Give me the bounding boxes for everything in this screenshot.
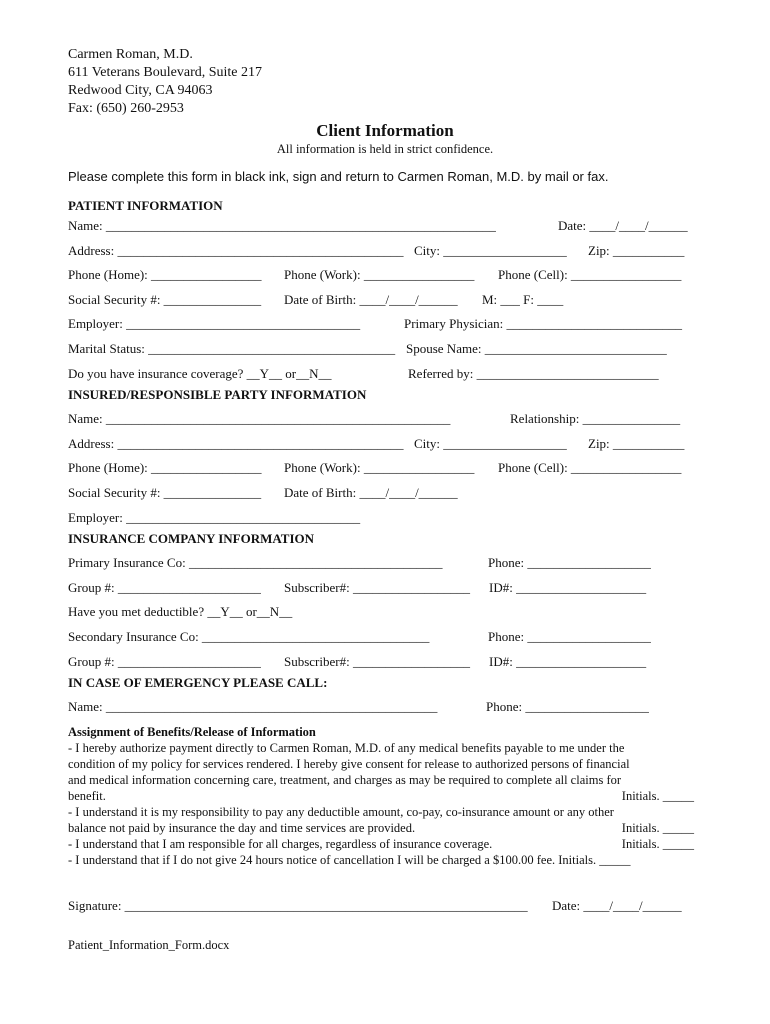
insured-phone-work-field[interactable]: Phone (Work): _________________: [284, 460, 475, 476]
primary-group-field[interactable]: Group #: ______________________: [68, 579, 261, 595]
insured-ssn-field[interactable]: Social Security #: _______________: [68, 484, 262, 500]
insurance-section-heading: INSURANCE COMPANY INFORMATION: [68, 531, 315, 547]
doctor-name: Carmen Roman, M.D.: [68, 47, 193, 62]
patient-address-field[interactable]: Address: ____________________________________________: [68, 242, 404, 258]
assignment-text-line: [68, 788, 708, 804]
referred-by-field[interactable]: Referred by: ____________________________: [408, 365, 659, 381]
initials-field-1[interactable]: Initials. _____: [621, 788, 694, 803]
deductible-row: [68, 600, 708, 625]
deductible-question[interactable]: Have you met deductible? __Y__ or__N__: [68, 604, 293, 620]
signature-row: [68, 898, 708, 914]
primary-subscriber-field[interactable]: Subscriber#: __________________: [284, 579, 470, 595]
patient-physician-field[interactable]: Primary Physician: ___________________________: [404, 316, 683, 332]
emergency-name-field[interactable]: Name: ___________________________________________________: [68, 699, 438, 715]
client-information-form: [68, 46, 708, 953]
assignment-text-line: [68, 820, 708, 836]
form-title: Client Information: [316, 121, 454, 140]
city-state-zip: Redwood City, CA 94063: [68, 83, 213, 98]
insured-phone-cell-field[interactable]: Phone (Cell): _________________: [498, 460, 682, 476]
secondary-subscriber-field[interactable]: Subscriber#: __________________: [284, 653, 470, 669]
signature-date-field[interactable]: Date: ____/____/______: [552, 897, 682, 913]
primary-group-row: [68, 576, 708, 601]
patient-phone-work-field[interactable]: Phone (Work): _________________: [284, 267, 475, 283]
initials-field-3[interactable]: Initials. _____: [621, 836, 694, 851]
secondary-id-field[interactable]: ID#: ____________________: [489, 653, 647, 669]
assignment-text-line: - I understand it is my responsibility to pay any deductible amount, co-pay, co-insurance amount or any other: [68, 804, 614, 819]
assignment-text-line: and medical information concerning care, treatment, and charges as may be required to complete all claims for: [68, 772, 622, 787]
secondary-insurance-phone-field[interactable]: Phone: ___________________: [488, 628, 651, 644]
signature-field[interactable]: Signature: ______________________________________________________________: [68, 897, 528, 913]
patient-phone-row: [68, 263, 708, 288]
patient-phone-home-field[interactable]: Phone (Home): _________________: [68, 267, 262, 283]
assignment-text-line: condition of my policy for services rendered. I hereby give consent for release to authorized persons of financial: [68, 756, 630, 771]
emergency-contact-row: [68, 695, 708, 720]
patient-ssn-row: [68, 288, 708, 313]
emergency-phone-field[interactable]: Phone: ___________________: [486, 699, 649, 715]
primary-insurance-field[interactable]: Primary Insurance Co: _______________________________________: [68, 555, 443, 571]
patient-name-row: [68, 214, 708, 239]
insured-ssn-row: [68, 481, 708, 506]
patient-ssn-field[interactable]: Social Security #: _______________: [68, 291, 262, 307]
assignment-text-line: - I hereby authorize payment directly to Carmen Roman, M.D. of any medical benefits payable to me under the: [68, 740, 625, 755]
form-subtitle: All information is held in strict confidence.: [276, 142, 494, 156]
patient-marital-field[interactable]: Marital Status: ______________________________________: [68, 340, 396, 356]
instructions: Please complete this form in black ink, sign and return to Carmen Roman, M.D. by mail or fax.: [68, 169, 609, 184]
primary-insurance-phone-field[interactable]: Phone: ___________________: [488, 555, 651, 571]
patient-spouse-field[interactable]: Spouse Name: ____________________________: [406, 340, 667, 356]
patient-employer-field[interactable]: Employer: ____________________________________: [68, 316, 361, 332]
patient-marital-row: [68, 337, 708, 362]
insured-zip-field[interactable]: Zip: ___________: [588, 435, 685, 451]
insured-address-row: [68, 432, 708, 457]
insurance-coverage-question[interactable]: Do you have insurance coverage? __Y__ or__N__: [68, 365, 332, 381]
insured-section-heading: INSURED/RESPONSIBLE PARTY INFORMATION: [68, 387, 367, 403]
street-address: 611 Veterans Boulevard, Suite 217: [68, 65, 263, 80]
patient-zip-field[interactable]: Zip: ___________: [588, 242, 685, 258]
insured-phone-home-field[interactable]: Phone (Home): _________________: [68, 460, 262, 476]
secondary-group-field[interactable]: Group #: ______________________: [68, 653, 261, 669]
footer-filename: Patient_Information_Form.docx: [68, 937, 230, 952]
assignment-text-fragment: balance not paid by insurance the day and time services are provided.: [68, 820, 416, 835]
insured-dob-field[interactable]: Date of Birth: ____/____/______: [284, 484, 458, 500]
assignment-heading: Assignment of Benefits/Release of Information: [68, 724, 316, 739]
primary-id-field[interactable]: ID#: ____________________: [489, 579, 647, 595]
fax-number: Fax: (650) 260-2953: [68, 101, 184, 116]
patient-date-field[interactable]: Date: ____/____/______: [558, 218, 688, 233]
patient-phone-cell-field[interactable]: Phone (Cell): _________________: [498, 267, 682, 283]
patient-dob-field[interactable]: Date of Birth: ____/____/______: [284, 291, 458, 307]
insured-employer-field[interactable]: Employer: ____________________________________: [68, 509, 361, 525]
assignment-text-line: [68, 836, 708, 852]
patient-employer-row: [68, 312, 708, 337]
initials-field-2[interactable]: Initials. _____: [621, 820, 694, 835]
insured-name-row: [68, 407, 708, 432]
secondary-insurance-field[interactable]: Secondary Insurance Co: ___________________________________: [68, 628, 430, 644]
insured-relationship-field[interactable]: Relationship: _______________: [510, 411, 681, 427]
emergency-section-heading: IN CASE OF EMERGENCY PLEASE CALL:: [68, 675, 328, 691]
insured-employer-row: [68, 506, 708, 531]
assignment-text-fragment: benefit.: [68, 788, 106, 803]
insured-phone-row: [68, 456, 708, 481]
insured-address-field[interactable]: Address: ____________________________________________: [68, 435, 404, 451]
patient-insurance-row: [68, 362, 708, 387]
assignment-text-fragment: - I understand that I am responsible for all charges, regardless of insurance coverage.: [68, 836, 493, 851]
assignment-text-line[interactable]: - I understand that if I do not give 24 hours notice of cancellation I will be charged a $100.00 fee. Initials. _____: [68, 852, 631, 867]
insured-city-field[interactable]: City: ___________________: [414, 435, 567, 451]
patient-name-field[interactable]: Name: ____________________________________________________________: [68, 218, 496, 233]
patient-section-heading: PATIENT INFORMATION: [68, 198, 223, 213]
patient-city-field[interactable]: City: ___________________: [414, 242, 567, 258]
insured-name-field[interactable]: Name: _____________________________________________________: [68, 411, 451, 427]
patient-sex-field[interactable]: M: ___ F: ____: [482, 291, 564, 307]
primary-insurance-row: [68, 551, 708, 576]
secondary-group-row: [68, 650, 708, 675]
secondary-insurance-row: [68, 625, 708, 650]
patient-address-row: [68, 239, 708, 264]
